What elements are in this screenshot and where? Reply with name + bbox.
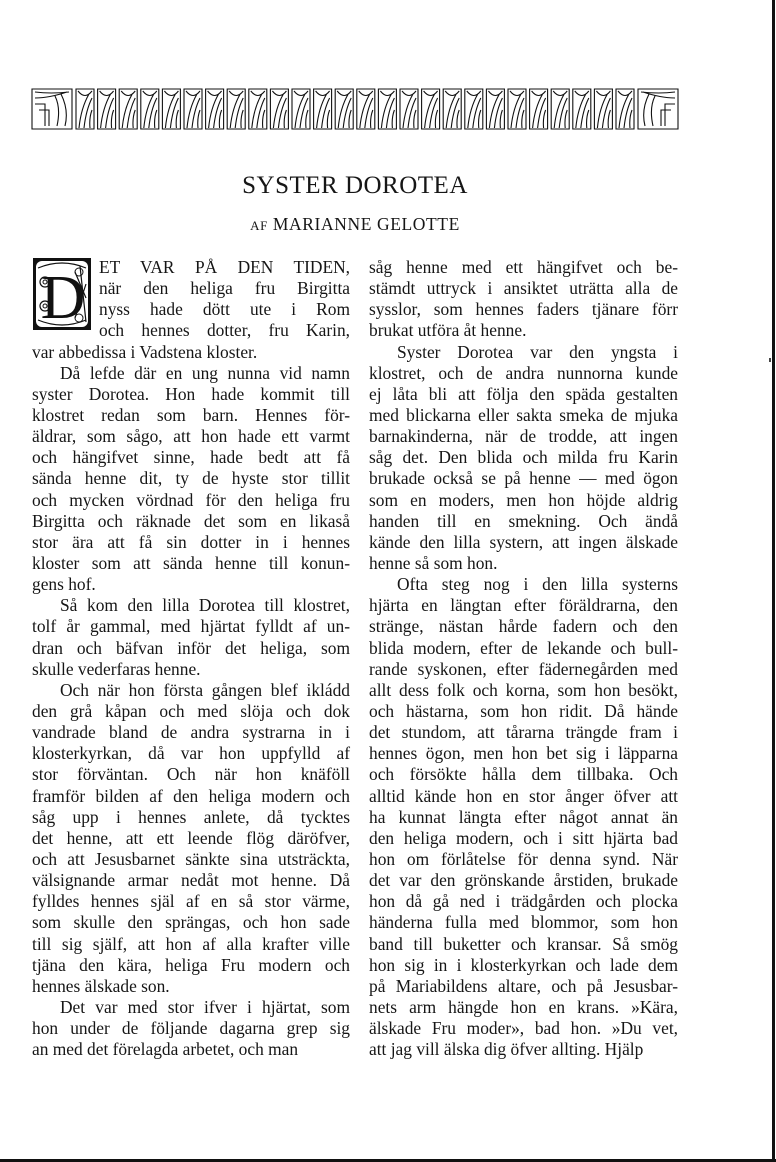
text-line: händerna fulla med blommor, som hon: [369, 912, 678, 933]
text-line: äldrar, som sågo, att hon hade ett varmt: [32, 426, 350, 447]
text-line: och mycken vördnad för den heliga fru: [32, 489, 350, 510]
text-line: välsignande armar nedåt mot henne. Då: [32, 870, 350, 891]
text-line: ha kunnat längta efter något annat än: [369, 806, 678, 827]
ornament-unit: [76, 89, 94, 129]
text-line: och hennes dotter, fru Karin,: [99, 320, 350, 341]
text-line: var abbedissa i Vadstena kloster.: [32, 341, 258, 362]
text-line: och försökte hålla dem tillbaka. Och: [369, 764, 678, 785]
byline-prefix: AF: [250, 218, 268, 233]
text-line: som en moders, men hon höjde aldrig: [369, 489, 678, 510]
text-line: stor ära att få sin dotter in i hennes: [32, 531, 350, 552]
ornament-unit: [573, 89, 591, 129]
text-line: och att Jesusbarnet sänkte sina utsträckta,: [32, 848, 350, 869]
text-line: Och när hon första gången blef ikládd: [60, 679, 350, 700]
text-line: framför bilden af den heliga modern och: [32, 785, 350, 806]
ornament-unit: [443, 89, 461, 129]
byline: [0, 214, 710, 235]
text-line: brukade också se på henne — med ögon: [369, 468, 678, 489]
text-line: och hängifvet sinne, hade bedt att få: [32, 447, 350, 468]
text-line: hon sig in i klosterkyrkan och lade dem: [369, 954, 678, 975]
text-line: vandrade bland de andra systrarna in i: [32, 722, 350, 743]
text-line: gens hof.: [32, 574, 96, 595]
column-left: [32, 257, 350, 1060]
text-line: brukat utföra åt henne.: [369, 320, 527, 341]
text-line: hon under de följande dagarna grep sig: [32, 1018, 350, 1039]
text-line: sända henne dit, ty de hyste stor tillit: [32, 468, 350, 489]
text-line: till sig själf, att hon af alla krafter ville: [32, 933, 350, 954]
text-line: älskade Fru moder», bad hon. »Du vet,: [369, 1018, 678, 1039]
text-line: hon om förlåtelse för denna synd. När: [369, 848, 678, 869]
ornament-border: [31, 88, 679, 130]
text-line: kände den lilla systern, att ingen älskade: [369, 531, 678, 552]
text-line: Det var med stor ifver i hjärtat, som: [60, 996, 350, 1017]
ornament-unit: [335, 89, 353, 129]
ornament-unit: [249, 89, 267, 129]
ornament-unit: [422, 89, 440, 129]
byline-author: MARIANNE GELOTTE: [272, 214, 460, 234]
text-line: klostret, och de andra nunnorna kunde: [369, 362, 678, 383]
text-line: stämdt uttryck i ansiktet uträtta alla de: [369, 278, 678, 299]
ornament-unit: [530, 89, 548, 129]
ornament-unit: [98, 89, 116, 129]
text-line: såg det. Den blida och milda fru Karin: [369, 447, 678, 468]
text-line: såg upp i hennes anlete, då tycktes: [32, 806, 350, 827]
text-line: barnakinderna, när de trodde, att ingen: [369, 426, 678, 447]
text-line: blida modern, efter de lekande och bull-: [369, 637, 678, 658]
ornament-end-piece: [638, 89, 678, 129]
ornament-unit: [314, 89, 332, 129]
text-line: henne så som hon.: [369, 552, 498, 573]
ornament-unit: [400, 89, 418, 129]
scan-speck: [769, 358, 771, 362]
ornament-unit: [270, 89, 288, 129]
article-title: SYSTER DOROTEA: [242, 172, 468, 199]
ornament-unit: [292, 89, 310, 129]
ornament-unit: [141, 89, 159, 129]
text-line: det stundom, att tårarna trängde fram i: [369, 722, 678, 743]
ornament-unit: [465, 89, 483, 129]
ornament-end-piece: [32, 89, 72, 129]
text-line: ET VAR PÅ DEN TIDEN,: [99, 257, 350, 277]
text-line: Ofta steg nog i den lilla systerns: [397, 574, 678, 595]
text-line: hennes ögon, men hon bet sig i läpparna: [369, 743, 678, 764]
text-line: tjäna den kära, heliga Fru modern och: [32, 954, 350, 975]
text-line: alltid kände hon en stor ånger öfver att: [369, 785, 678, 806]
text-line: skulle vederfaras henne.: [32, 658, 201, 679]
text-line: hennes älskade son.: [32, 975, 170, 996]
text-line: som skulle den sprängas, och hon sade: [32, 912, 350, 933]
page-edge-right: [772, 0, 775, 1162]
ornament-unit: [616, 89, 634, 129]
text-line: syster Dorotea. Hon hade kommit till: [32, 383, 350, 404]
text-line: Så kom den lilla Dorotea till klostret,: [60, 595, 350, 616]
text-line: band till buketter och kransar. Så smög: [369, 933, 678, 954]
text-line: nets arm hängde hon en krans. »Kära,: [369, 996, 678, 1017]
text-line: hon då gå ned i trädgården och plocka: [369, 891, 678, 912]
ornament-unit: [551, 89, 569, 129]
text-line: stor förväntan. Och när hon knäföll: [32, 764, 350, 785]
text-line: med blickarna eller sakta smeka de mjuka: [369, 404, 678, 425]
text-line: kloster som att sända henne till konun-: [32, 552, 350, 573]
text-line: Då lefde där en ung nunna vid namn: [60, 362, 350, 383]
text-line: när den heliga fru Birgitta: [99, 278, 350, 299]
ornament-unit: [486, 89, 504, 129]
text-line: klosterkyrkan, då var hon uppfylld af: [32, 743, 350, 764]
text-line: det henne, att ett leende flög däröfver,: [32, 827, 350, 848]
text-line: stränge, nästan hårde fadern och den: [369, 616, 678, 637]
text-line: och hästarna, som hon ridit. Då hände: [369, 700, 678, 721]
text-line: Birgitta och räknade det som en likaså: [32, 510, 350, 531]
text-line: handen till en smekning. Och ändå: [369, 510, 678, 531]
text-line: hjärta en längtan efter föräldrarna, den: [369, 595, 678, 616]
ornament-unit: [206, 89, 224, 129]
text-line: den heliga modern, och i sitt hjärta bad: [369, 827, 678, 848]
text-line: an med det förelagda arbetet, och man: [32, 1039, 299, 1060]
text-line: ej låta bli att följa den späda gestalten: [369, 383, 678, 404]
ornament-unit: [357, 89, 375, 129]
text-line: på Mariabildens altare, och på Jesusbar-: [369, 975, 678, 996]
text-line: klostret redan som barn. Hennes för-: [32, 404, 350, 425]
ornament-unit: [594, 89, 612, 129]
text-line: att jag vill älska dig öfver allting. Hjälp: [369, 1039, 644, 1060]
text-line: Syster Dorotea var den yngsta i: [397, 341, 678, 362]
ornament-unit: [162, 89, 180, 129]
ornament-unit: [378, 89, 396, 129]
text-line: den grå kåpan och med slöja och dok: [32, 700, 350, 721]
ornament-unit: [119, 89, 137, 129]
text-line: sysslor, som hennes faders tjänare förr: [369, 299, 678, 320]
ornament-unit: [184, 89, 202, 129]
text-line: fylldes hennes själ af en så stor värme,: [32, 891, 350, 912]
text-line: nyss hade dött ute i Rom: [99, 299, 350, 320]
text-line: dran och bäfvan inför det heliga, som: [32, 637, 350, 658]
ornament-unit: [508, 89, 526, 129]
text-line: det var den grönskande årstiden, brukade: [369, 870, 678, 891]
ornament-unit: [227, 89, 245, 129]
text-line: rande syskonen, efter fädernegården med: [369, 658, 678, 679]
dropcap-letter: D: [40, 264, 86, 330]
text-line: tolf år gammal, med hjärtat fylldt af un-: [32, 616, 350, 637]
text-line: allt dess folk och korna, som hon besökt,: [369, 679, 678, 700]
column-right: [369, 257, 678, 1060]
text-line: såg henne med ett hängifvet och be-: [369, 257, 678, 277]
